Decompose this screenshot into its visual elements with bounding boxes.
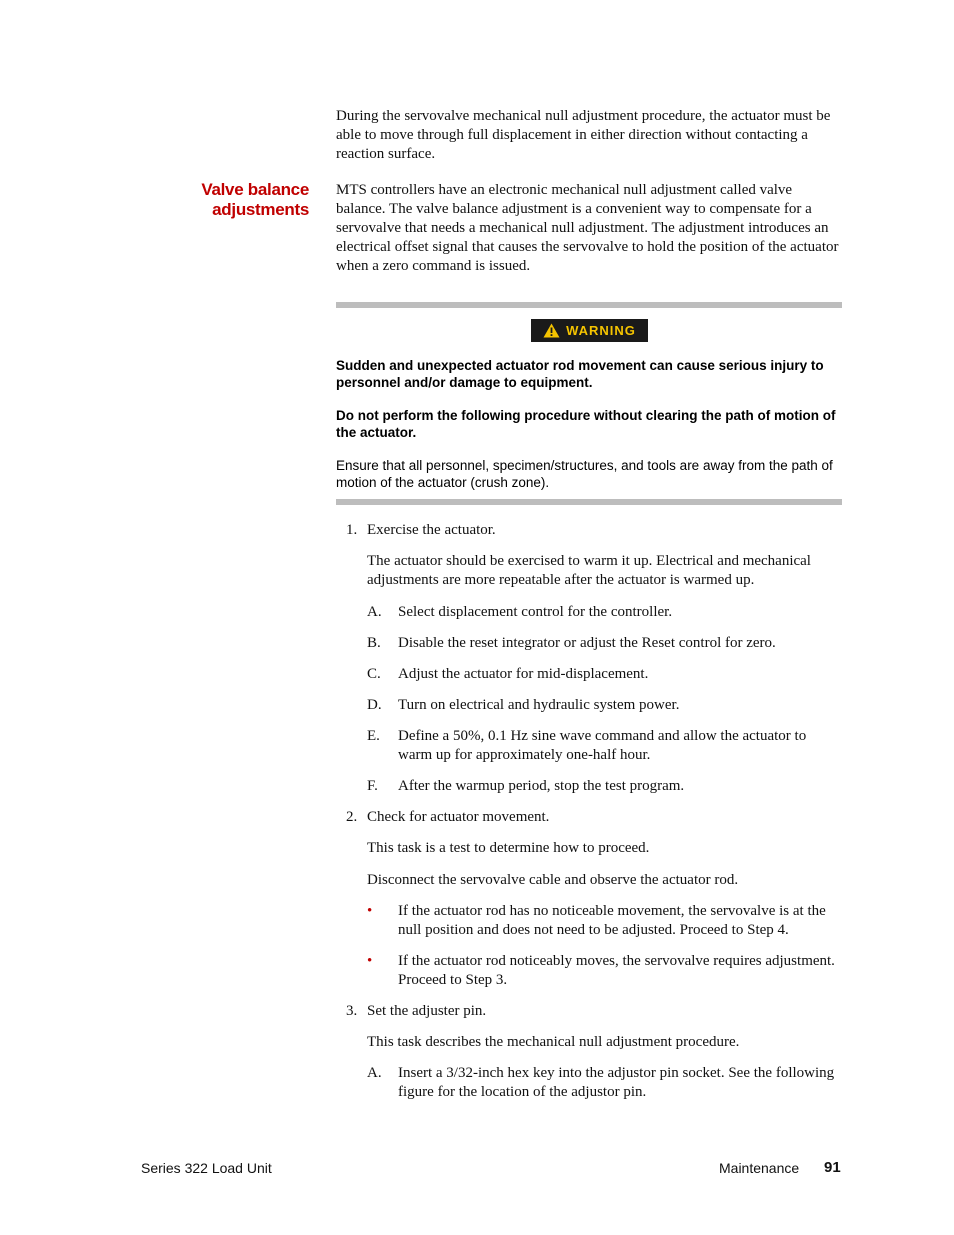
substep-text: Insert a 3/32-inch hex key into the adjustor pin socket. See the following figure for the location of the adjustor pin. [398, 1065, 835, 1100]
warning-top-rule [336, 302, 842, 308]
page-number: 91 [824, 1159, 841, 1176]
step-text: This task describes the mechanical null adjustment procedure. [367, 1034, 740, 1050]
footer-document-title: Series 322 Load Unit [141, 1160, 272, 1176]
step-text: This task is a test to determine how to proceed. [367, 840, 650, 856]
step-number: 1. [346, 522, 358, 538]
step-text: The actuator should be exercised to warm it up. Electrical and mechanical adjustments are more repeatable after the actuator is warmed up. [367, 553, 811, 588]
warning-text-injury: Sudden and unexpected actuator rod movement can cause serious injury to personnel and/or damage to equipment. [336, 358, 824, 390]
substep-letter: C. [367, 666, 381, 682]
section-heading [150, 180, 309, 220]
substep-letter: F. [367, 778, 378, 794]
bullet-text: If the actuator rod noticeably moves, the servovalve requires adjustment. Proceed to Step 3. [398, 953, 835, 988]
bullet-text: If the actuator rod has no noticeable movement, the servovalve is at the null position and does not need to be adjusted. Proceed to Step 4. [398, 903, 826, 938]
substep-letter: B. [367, 635, 381, 651]
substep-text: Select displacement control for the controller. [398, 604, 673, 620]
warning-badge [531, 319, 648, 342]
step-text: Disconnect the servovalve cable and observe the actuator rod. [367, 872, 739, 888]
substep-text: After the warmup period, stop the test program. [398, 778, 685, 794]
step-title: Set the adjuster pin. [367, 1003, 487, 1019]
substep-letter: A. [367, 604, 382, 620]
section-paragraph: MTS controllers have an electronic mechanical null adjustment called valve balance. The valve balance adjustment is a convenient way to compensate for a servovalve that needs a mechanical null adjustment. The adjustment introduces an electrical offset signal that causes the servovalve to hold the position of the actuator when a zero command is issued. [336, 182, 839, 274]
bullet-mark: • [367, 953, 373, 969]
footer-section-name: Maintenance [719, 1160, 800, 1176]
section-heading-line1: Valve balance [201, 180, 309, 199]
substep-letter: E. [367, 728, 380, 744]
warning-text-clear-path: Do not perform the following procedure without clearing the path of motion of the actuator. [336, 408, 836, 440]
bullet-mark: • [367, 903, 373, 919]
substep-text: Define a 50%, 0.1 Hz sine wave command and allow the actuator to warm up for approximately one-half hour. [398, 728, 807, 763]
substep-letter: D. [367, 697, 382, 713]
intro-paragraph: During the servovalve mechanical null adjustment procedure, the actuator must be able to move through full displacement in either direction without contacting a reaction surface. [336, 108, 831, 162]
step-number: 3. [346, 1003, 358, 1019]
step-title: Check for actuator movement. [367, 809, 550, 825]
warning-label: WARNING [566, 323, 636, 338]
substep-text: Turn on electrical and hydraulic system power. [398, 697, 680, 713]
substep-text: Adjust the actuator for mid-displacement. [398, 666, 649, 682]
substep-text: Disable the reset integrator or adjust the Reset control for zero. [398, 635, 776, 651]
warning-bottom-rule [336, 499, 842, 505]
warning-triangle-icon [543, 323, 560, 338]
step-title: Exercise the actuator. [367, 522, 496, 538]
substep-letter: A. [367, 1065, 382, 1081]
section-heading-line2: adjustments [212, 200, 309, 219]
warning-text-crush-zone: Ensure that all personnel, specimen/structures, and tools are away from the path of motion of the actuator (crush zone). [336, 458, 833, 490]
step-number: 2. [346, 809, 358, 825]
